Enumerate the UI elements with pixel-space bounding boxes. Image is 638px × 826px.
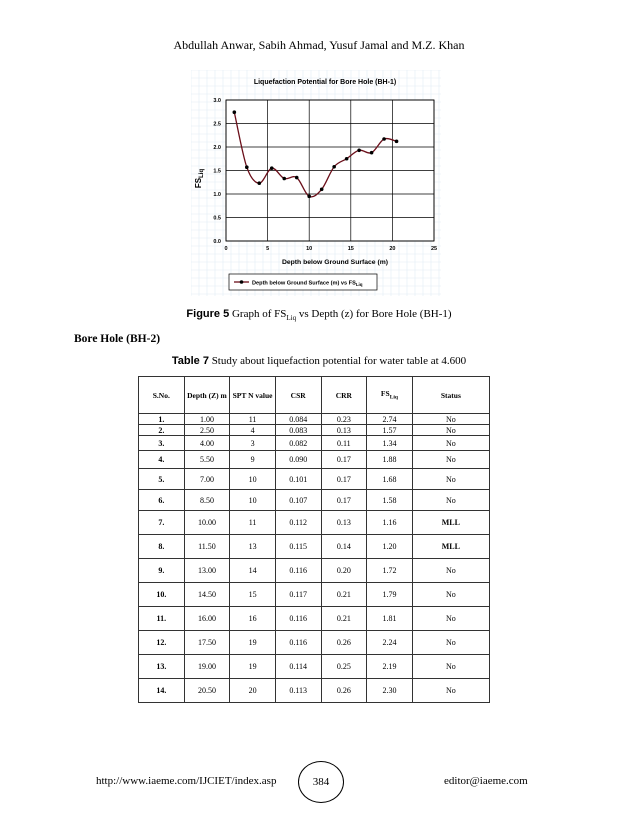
table-cell: 0.116	[275, 631, 321, 655]
table-cell: 0.112	[275, 511, 321, 535]
table-cell: 9.	[139, 559, 185, 583]
table-cell: No	[412, 414, 489, 425]
x-tick-label: 10	[306, 246, 313, 252]
table-row	[139, 469, 490, 490]
table-cell: 3	[230, 436, 276, 451]
table-cell: 1.81	[367, 607, 413, 631]
legend-marker	[240, 280, 244, 284]
table-cell: 8.	[139, 535, 185, 559]
table-cell: 13	[230, 535, 276, 559]
table-cell: MLL	[412, 511, 489, 535]
table-cell: 7.00	[184, 469, 230, 490]
table-cell: No	[412, 490, 489, 511]
running-header: Abdullah Anwar, Sabih Ahmad, Yusuf Jamal and M.Z. Khan	[173, 38, 465, 52]
table-cell: 0.23	[321, 414, 367, 425]
table-cell: 19	[230, 655, 276, 679]
col-header: Status	[412, 377, 489, 414]
table-cell: 16.00	[184, 607, 230, 631]
table-cell: 16	[230, 607, 276, 631]
table-cell: 4	[230, 425, 276, 436]
figure-caption-text: Graph of FS	[229, 308, 287, 320]
table-row	[139, 490, 490, 511]
page-number: 384	[298, 761, 344, 803]
section-title: Bore Hole (BH-2)	[74, 333, 161, 345]
table-cell: 20	[230, 679, 276, 703]
table-cell: 14	[230, 559, 276, 583]
liquefaction-table	[138, 376, 490, 703]
table-cell: 13.	[139, 655, 185, 679]
chart-svg	[191, 70, 441, 296]
table-body	[139, 414, 490, 703]
table-cell: MLL	[412, 535, 489, 559]
table-cell: 6.	[139, 490, 185, 511]
table-row	[139, 631, 490, 655]
table-cell: 2.19	[367, 655, 413, 679]
table-cell: 2.50	[184, 425, 230, 436]
data-point	[345, 157, 349, 161]
figure-caption	[0, 308, 638, 322]
table-caption-text: Study about liquefaction potential for water table at 4.600	[208, 355, 467, 367]
y-tick-label: 0.0	[213, 239, 221, 245]
liquefaction-chart	[191, 70, 441, 296]
table-cell: 0.13	[321, 511, 367, 535]
table-cell: 4.00	[184, 436, 230, 451]
table-cell: 1.	[139, 414, 185, 425]
table-row	[139, 655, 490, 679]
table-cell: 0.114	[275, 655, 321, 679]
table-label: Table 7	[171, 355, 209, 367]
table-cell: 0.17	[321, 490, 367, 511]
table-cell: 14.50	[184, 583, 230, 607]
table-cell: 11	[230, 414, 276, 425]
data-point	[307, 195, 311, 199]
table-cell: No	[412, 607, 489, 631]
table-row	[139, 425, 490, 436]
table-cell: 0.13	[321, 425, 367, 436]
table-cell: 0.116	[275, 607, 321, 631]
data-point	[395, 140, 399, 144]
table-cell: 19.00	[184, 655, 230, 679]
y-tick-label: 3.0	[213, 98, 221, 104]
table-cell: 0.17	[321, 451, 367, 469]
footer-email[interactable]: editor@iaeme.com	[444, 775, 528, 787]
table-cell: 0.25	[321, 655, 367, 679]
table-cell: 5.50	[184, 451, 230, 469]
table-row	[139, 436, 490, 451]
table-cell: 0.20	[321, 559, 367, 583]
footer-url[interactable]: http://www.iaeme.com/IJCIET/index.asp	[96, 775, 277, 787]
table-cell: 9	[230, 451, 276, 469]
x-tick-label: 20	[389, 246, 396, 252]
table-cell: 4.	[139, 451, 185, 469]
table-row	[139, 583, 490, 607]
data-point	[295, 176, 299, 180]
table-cell: 0.107	[275, 490, 321, 511]
table-cell: 1.88	[367, 451, 413, 469]
table-cell: 10.	[139, 583, 185, 607]
table-row	[139, 535, 490, 559]
table-cell: 3.	[139, 436, 185, 451]
y-tick-label: 2.0	[213, 145, 221, 151]
table-cell: 10.00	[184, 511, 230, 535]
table-cell: No	[412, 425, 489, 436]
col-header: CRR	[321, 377, 367, 414]
table-cell: 19	[230, 631, 276, 655]
table-cell: 0.21	[321, 607, 367, 631]
table-cell: No	[412, 559, 489, 583]
table-cell: 1.16	[367, 511, 413, 535]
table-cell: 0.084	[275, 414, 321, 425]
table-cell: 13.00	[184, 559, 230, 583]
table-cell: 1.34	[367, 436, 413, 451]
table-cell: 1.58	[367, 490, 413, 511]
fs-header-sub: Liq	[389, 394, 398, 401]
table-cell: 2.	[139, 425, 185, 436]
col-header: S.No.	[139, 377, 185, 414]
table-cell: 11.50	[184, 535, 230, 559]
table-cell: 17.50	[184, 631, 230, 655]
table-cell: 12.	[139, 631, 185, 655]
col-header: Depth (Z) m	[184, 377, 230, 414]
table-cell: 0.083	[275, 425, 321, 436]
table-cell: 10	[230, 469, 276, 490]
x-tick-label: 0	[224, 246, 228, 252]
data-point	[257, 181, 261, 185]
table-cell: 1.72	[367, 559, 413, 583]
y-tick-label: 0.5	[213, 215, 221, 222]
table-cell: 5.	[139, 469, 185, 490]
x-tick-label: 15	[347, 246, 354, 252]
table-cell: 8.50	[184, 490, 230, 511]
col-header-fs	[367, 377, 413, 414]
fs-header-label: FS	[380, 389, 390, 399]
table-cell: 0.115	[275, 535, 321, 559]
table-caption	[0, 355, 638, 367]
table-cell: 2.24	[367, 631, 413, 655]
table-cell: 0.11	[321, 436, 367, 451]
y-tick-label: 1.5	[213, 168, 221, 175]
table-cell: No	[412, 583, 489, 607]
table-cell: 7.	[139, 511, 185, 535]
table-cell: 0.26	[321, 679, 367, 703]
table-row	[139, 511, 490, 535]
table-cell: No	[412, 631, 489, 655]
table-cell: No	[412, 436, 489, 451]
table-cell: 1.00	[184, 414, 230, 425]
col-header: CSR	[275, 377, 321, 414]
table-cell: 0.113	[275, 679, 321, 703]
table-cell: 1.20	[367, 535, 413, 559]
table-cell: 0.101	[275, 469, 321, 490]
x-axis-label: Depth below Ground Surface (m)	[281, 259, 389, 266]
table-row	[139, 451, 490, 469]
table-cell: 2.30	[367, 679, 413, 703]
table-cell: 0.090	[275, 451, 321, 469]
table-cell: 0.26	[321, 631, 367, 655]
table-cell: 1.57	[367, 425, 413, 436]
table-header-row	[139, 377, 490, 414]
table-cell: 0.21	[321, 583, 367, 607]
chart-title: Liquefaction Potential for Bore Hole (BH-1)	[253, 79, 397, 86]
table-row	[139, 679, 490, 703]
data-point	[370, 151, 374, 155]
x-tick-label: 25	[430, 246, 438, 252]
figure-caption-text2: vs Depth (z) for Bore Hole (BH-1)	[296, 308, 452, 320]
data-point	[282, 177, 286, 181]
table-cell: 0.082	[275, 436, 321, 451]
legend-label: Depth below Ground Surface (m) vs $FS_{Liq}$	[252, 280, 363, 287]
col-header: SPT N value	[230, 377, 276, 414]
data-point	[320, 188, 324, 192]
table-cell: 15	[230, 583, 276, 607]
table-cell: 10	[230, 490, 276, 511]
y-axis-label: $FS_{Liq}$	[194, 168, 205, 189]
table-cell: 0.14	[321, 535, 367, 559]
table-cell: 2.74	[367, 414, 413, 425]
table-cell: No	[412, 469, 489, 490]
data-point	[270, 166, 274, 170]
x-tick-label: 5	[266, 246, 270, 252]
table-row	[139, 559, 490, 583]
table-cell: 11.	[139, 607, 185, 631]
figure-caption-sub: Liq	[286, 314, 297, 323]
table-row	[139, 414, 490, 425]
table-cell: No	[412, 655, 489, 679]
table-cell: 20.50	[184, 679, 230, 703]
table-cell: No	[412, 451, 489, 469]
table-cell: 0.117	[275, 583, 321, 607]
data-point	[382, 137, 386, 141]
table-cell: 14.	[139, 679, 185, 703]
data-point	[233, 110, 237, 114]
table-cell: 0.116	[275, 559, 321, 583]
table-cell: No	[412, 679, 489, 703]
data-point	[245, 165, 249, 169]
data-point	[357, 148, 361, 152]
table-cell: 0.17	[321, 469, 367, 490]
table-row	[139, 607, 490, 631]
data-point	[332, 165, 336, 169]
y-tick-label: 2.5	[213, 121, 221, 128]
table-cell: 1.68	[367, 469, 413, 490]
table-cell: 11	[230, 511, 276, 535]
y-tick-label: 1.0	[213, 192, 221, 198]
table-cell: 1.79	[367, 583, 413, 607]
figure-label: Figure 5	[186, 308, 230, 320]
